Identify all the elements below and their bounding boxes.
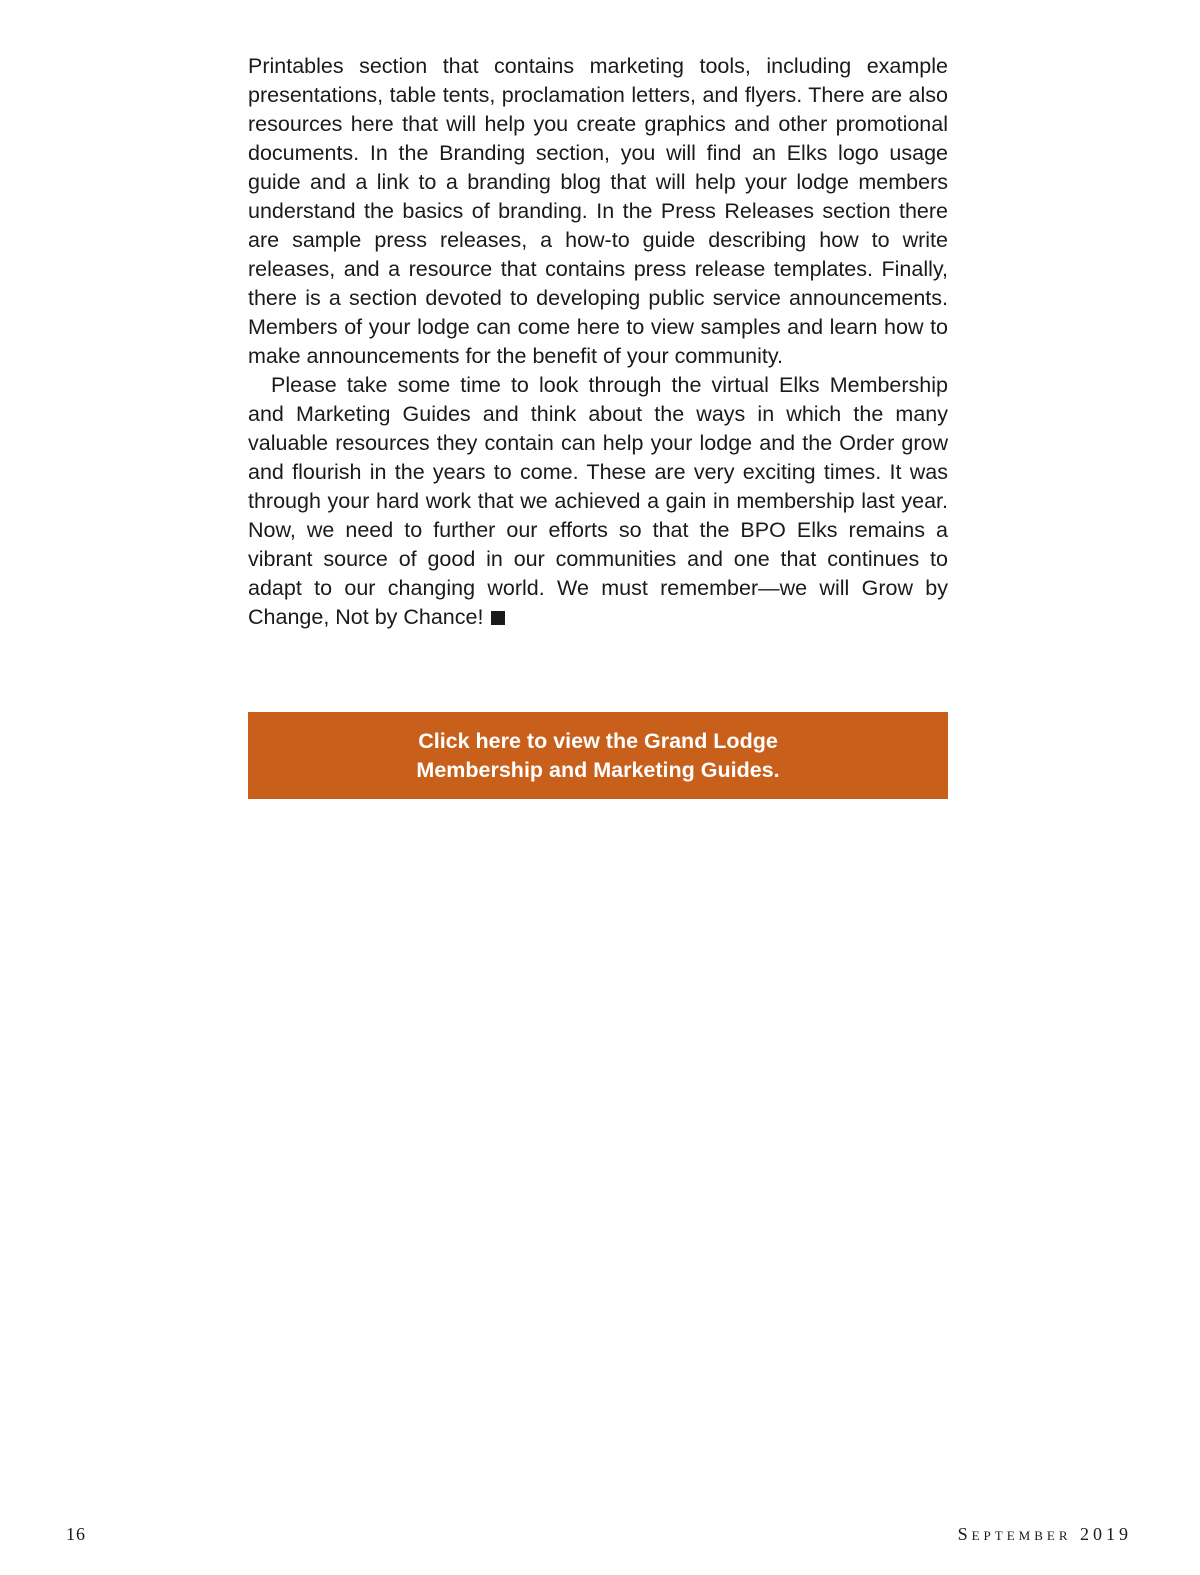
view-guides-link-line-1: Click here to view the Grand Lodge [418, 728, 778, 753]
article-paragraph-2 [248, 371, 948, 632]
article-paragraph-1: Printables section that contains marketing tools, including example presentations, table tents, proclamation letters, and flyers. There are also resources here that will help you create graphics and other promotional documents. In the Branding section, you will find an Elks logo usage guide and a link to a branding blog that will help your lodge members understand the basics of branding. In the Press Releases section there are sample press releases, a how-to guide describing how to write releases, and a resource that contains press release templates. Finally, there is a section devoted to developing public service announcements. Members of your lodge can come here to view samples and learn how to make announcements for the benefit of your community. [248, 54, 948, 368]
end-of-article-mark-icon [491, 611, 505, 625]
article-paragraph-2-text: Please take some time to look through the virtual Elks Membership and Marketing Guides and think about the ways in which the many valuable resources they contain can help your lodge and the Order grow and flourish in the years to come. These are very exciting times. It was through your hard work that we achieved a gain in membership last year. Now, we need to further our efforts so that the BPO Elks remains a vibrant source of good in our communities and one that continues to adapt to our changing world. We must remember—we will Grow by Change, Not by Chance! [248, 373, 948, 629]
article-body [248, 52, 948, 632]
issue-date: September 2019 [957, 1524, 1132, 1544]
view-guides-link-button[interactable] [248, 712, 948, 799]
view-guides-link-line-2: Membership and Marketing Guides. [416, 757, 780, 782]
page-number: 16 [66, 1524, 86, 1544]
